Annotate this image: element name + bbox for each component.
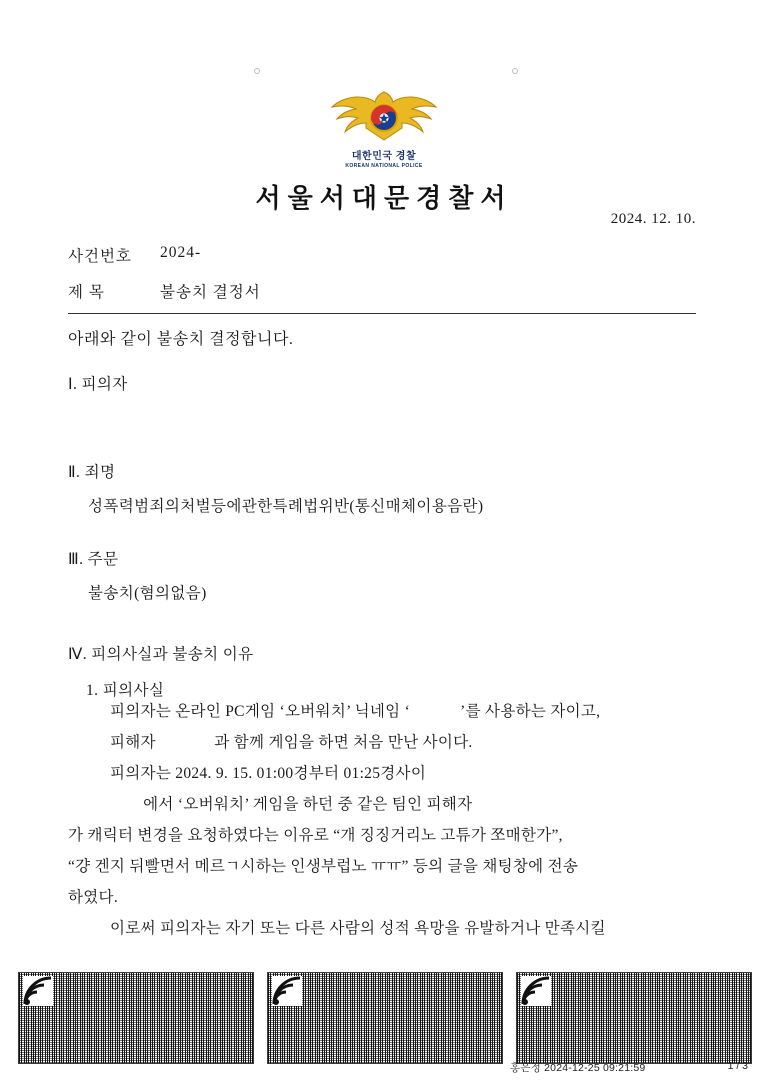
- page-marker-dot-left: [254, 68, 260, 74]
- document-meta: [68, 244, 698, 316]
- section-order-body: 불송치(혐의없음): [88, 585, 207, 602]
- document-date: 2024. 12. 10.: [610, 211, 696, 227]
- facts-line: 가 캐릭터 변경을 요청하였다는 이유로 “개 징징거리노 고튜가 쪼매한가”,: [68, 827, 563, 844]
- page-marker-dot-right: [512, 68, 518, 74]
- page-footer: [0, 1060, 768, 1082]
- section-facts-heading: Ⅳ. 피의사실과 불송치 이유: [68, 646, 254, 663]
- case-number-label: 사건번호: [68, 248, 132, 265]
- section-suspect-heading: Ⅰ. 피의자: [68, 376, 128, 393]
- footer-page-number: 1 / 3: [727, 1060, 748, 1072]
- case-number-value: 2024-: [160, 244, 202, 261]
- section-order-heading: Ⅲ. 주문: [68, 551, 119, 568]
- facts-line: 에서 ‘오버워치’ 게임을 하던 중 같은 팀인 피해자: [68, 796, 473, 813]
- barcode-1: [18, 972, 254, 1064]
- barcode-finder-icon: [272, 976, 302, 1006]
- facts-line: 피해자 과 함께 게임을 하면 처음 만난 사이다.: [110, 734, 473, 751]
- facts-line: “걍 겐지 뒤빨면서 메르ㄱ시하는 인생부럽노 ㅠㅠ” 등의 글을 채팅창에 전송: [68, 858, 579, 875]
- section-order: [68, 547, 708, 603]
- barcode-strip: [18, 972, 752, 1064]
- barcode-finder-icon: [23, 976, 53, 1006]
- header-divider: [68, 313, 696, 314]
- section-charge-body: 성폭력범죄의처벌등에관한특례법위반(통신매체이용음란): [88, 498, 484, 515]
- barcode-finder-icon: [521, 976, 551, 1006]
- facts-body: [68, 696, 716, 944]
- facts-line: 하였다.: [68, 889, 118, 906]
- section-facts-subheading: 1. 피의사실: [86, 682, 165, 699]
- section-charge: [68, 460, 708, 516]
- page-title: 서울서대문경찰서: [255, 184, 513, 213]
- emblem-label-en: KOREAN NATIONAL POLICE: [345, 163, 423, 169]
- police-emblem: [0, 88, 768, 169]
- subject-value: 불송치 결정서: [160, 284, 261, 301]
- facts-line: 피의자는 2024. 9. 15. 01:00경부터 01:25경사이: [110, 765, 427, 782]
- emblem-label-kr: 대한민국 경찰: [351, 151, 417, 162]
- section-facts: [68, 642, 708, 700]
- lead-sentence: 아래와 같이 불송치 결정합니다.: [68, 331, 294, 348]
- meta-row-case-number: [68, 244, 698, 266]
- section-suspect: [68, 372, 708, 406]
- meta-row-subject: [68, 280, 698, 302]
- barcode-2: [267, 972, 503, 1064]
- police-eagle-icon: [330, 88, 438, 150]
- section-charge-heading: Ⅱ. 죄명: [68, 464, 116, 481]
- facts-line: 피의자는 온라인 PC게임 ‘오버워치’ 닉네임 ‘ ’를 사용하는 자이고,: [110, 703, 601, 720]
- footer-signature: 홍은정 2024-12-25 09:21:59: [510, 1062, 646, 1074]
- barcode-3: [516, 972, 752, 1064]
- subject-label: 제 목: [68, 284, 105, 301]
- facts-line: 이로써 피의자는 자기 또는 다른 사람의 성적 욕망을 유발하거나 만족시킬: [110, 920, 606, 937]
